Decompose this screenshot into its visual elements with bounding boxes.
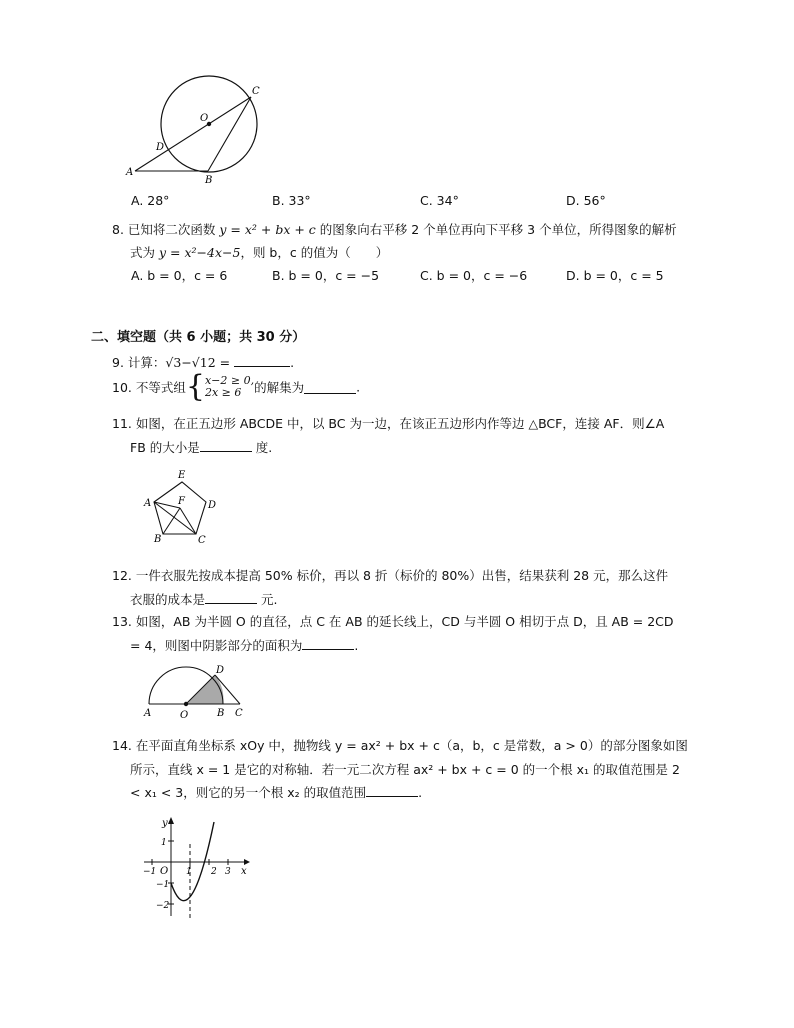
- q14-x-axis-label: x: [241, 866, 247, 877]
- q12-text-b: 元.: [261, 592, 278, 607]
- q8-expr-2: y = x²−4x−5: [158, 245, 241, 260]
- q11-stem-line2: [130, 438, 272, 456]
- q14-parabola-graph: [138, 812, 258, 924]
- q10-end: .: [356, 379, 361, 395]
- q11-text-a: FB 的大小是: [130, 440, 200, 455]
- q13-label-A: A: [144, 708, 152, 719]
- q13-semicircle-figure: [140, 664, 250, 722]
- q12-stem-line1: 12. 一件衣服先按成本提高 50% 标价，再以 8 折（标价的 80%）出售，结果获利 28 元，那么这件: [112, 568, 669, 583]
- q10-prefix: 10. 不等式组: [112, 380, 186, 395]
- q10-line: [112, 369, 361, 404]
- q10-brace: {: [185, 369, 205, 404]
- q11-pentagon-figure: [140, 466, 220, 546]
- q14-parabola-curve: [171, 822, 214, 901]
- q11-label-E: E: [178, 470, 186, 481]
- q11-label-F: F: [178, 496, 185, 507]
- q7-segment-AC: [135, 97, 251, 171]
- q8-text-d: ，则 b，c 的值为（ ）: [240, 245, 389, 260]
- q14-y-tick-label--2: −2: [156, 901, 170, 911]
- q8-option-c: C. b = 0，c = −6: [420, 268, 528, 283]
- section-title-fill-in: 二、填空题（共 6 小题；共 30 分）: [91, 330, 306, 345]
- q14-stem-line2: 所示，直线 x = 1 是它的对称轴．若一元二次方程 ax² + bx + c = 0 的一个根 x₁ 的取值范围是 2: [130, 762, 680, 777]
- q14-y-axis-arrow: [168, 817, 174, 824]
- q14-origin-label: O: [160, 866, 169, 877]
- q8-text-b: 的图象向右平移 2 个单位再向下平移 3 个单位，所得图象的解析: [315, 222, 677, 237]
- q12-answer-blank[interactable]: [205, 591, 257, 604]
- q11-label-C: C: [198, 535, 206, 546]
- q9-expression: √3−√12 =: [165, 355, 231, 370]
- q14-text-a: < x₁ < 3，则它的另一个根 x₂ 的取值范围: [130, 785, 367, 800]
- q7-option-c: C. 34°: [420, 193, 459, 208]
- q13-label-O: O: [180, 710, 189, 721]
- q14-y-tick-label--1: −1: [156, 880, 170, 890]
- q12-stem-line2: [130, 590, 277, 608]
- q9-prefix: 9. 计算：: [112, 355, 166, 370]
- q7-label-O: O: [200, 113, 209, 124]
- q13-label-D: D: [216, 665, 225, 676]
- q13-shaded-region: [186, 675, 223, 704]
- q14-x-axis-arrow: [244, 859, 250, 865]
- q11-stem-line1: 11. 如图，在正五边形 ABCDE 中，以 BC 为一边，在该正五边形内作等边 △BCF，连接 AF．则∠A: [112, 416, 665, 431]
- q8-text-a: 8. 已知将二次函数: [112, 222, 220, 237]
- q13-text-a: = 4，则图中阴影部分的面积为: [130, 638, 303, 653]
- q7-option-a: A. 28°: [131, 193, 170, 208]
- q14-y-axis-label: y: [162, 818, 168, 829]
- q11-label-D: D: [208, 500, 217, 511]
- q7-label-D: D: [156, 142, 165, 153]
- q14-stem-line3: [130, 783, 422, 801]
- q13-stem-line1: 13. 如图，AB 为半圆 O 的直径，点 C 在 AB 的延长线上，CD 与半圆 O 相切于点 D，且 AB = 2CD: [112, 614, 674, 629]
- q14-x-tick-label-1: 1: [186, 867, 192, 877]
- q8-option-b: B. b = 0，c = −5: [272, 268, 380, 283]
- q8-stem-line1: [112, 220, 677, 238]
- q8-stem-line2: [130, 243, 388, 261]
- q11-label-B: B: [154, 534, 162, 545]
- q8-option-d: D. b = 0，c = 5: [566, 268, 664, 283]
- q13-text-b: .: [354, 638, 359, 653]
- q9-suffix: .: [290, 355, 295, 370]
- q14-x-tick-label--1: −1: [143, 867, 157, 877]
- q13-label-B: B: [217, 708, 225, 719]
- q7-option-d: D. 56°: [566, 193, 606, 208]
- q7-segment-BC: [208, 97, 251, 171]
- q10-inequality-system: [205, 375, 254, 399]
- q7-label-B: B: [205, 175, 213, 186]
- q8-expr-1: y = x² + bx + c: [219, 222, 316, 237]
- q7-label-C: C: [252, 86, 260, 97]
- q7-circle-figure: [120, 72, 270, 187]
- q13-center-point: [184, 702, 188, 706]
- q11-segment-BF: [163, 508, 180, 534]
- q8-text-c: 式为: [130, 245, 159, 260]
- q14-x-tick-label-3: 3: [225, 867, 231, 877]
- q12-text-a: 衣服的成本是: [130, 592, 206, 607]
- q14-answer-blank[interactable]: [366, 784, 418, 797]
- q8-option-a: A. b = 0，c = 6: [131, 268, 228, 283]
- q7-option-b: B. 33°: [272, 193, 311, 208]
- q11-text-b: 度.: [255, 440, 273, 455]
- q14-y-tick-label-1: 1: [161, 838, 167, 848]
- q14-x-tick-label-2: 2: [211, 867, 217, 877]
- q10-answer-blank[interactable]: [304, 381, 356, 394]
- q7-label-A: A: [126, 167, 134, 178]
- q13-stem-line2: [130, 636, 358, 654]
- q11-answer-blank[interactable]: [200, 439, 252, 452]
- q14-text-b: .: [418, 785, 423, 800]
- q10-suffix: 的解集为: [254, 380, 305, 395]
- q9-answer-blank[interactable]: [234, 354, 290, 367]
- q10-row1: x−2 ≥ 0,: [204, 374, 255, 387]
- q11-label-A: A: [144, 498, 152, 509]
- q13-answer-blank[interactable]: [302, 637, 354, 650]
- q10-row2: 2x ≥ 6: [204, 386, 242, 399]
- q13-label-C: C: [235, 708, 243, 719]
- q11-segment-CF: [180, 508, 196, 534]
- q14-stem-line1: 14. 在平面直角坐标系 xOy 中，抛物线 y = ax² + bx + c（a，b，c 是常数，a > 0）的部分图象如图: [112, 738, 688, 753]
